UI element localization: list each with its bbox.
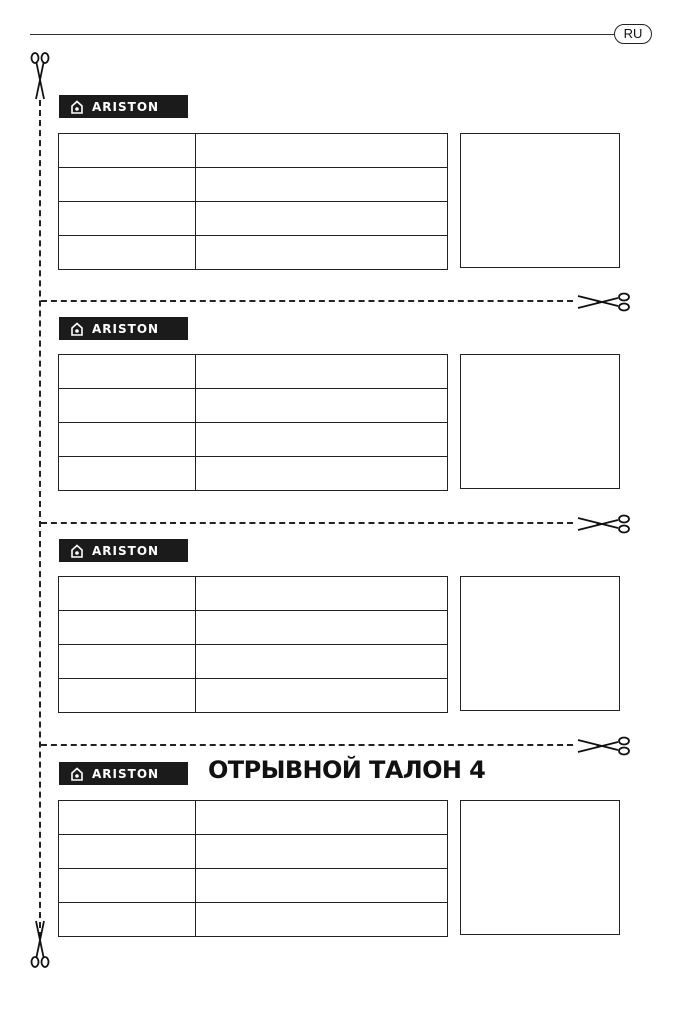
stamp-box[interactable]: [460, 133, 620, 268]
field-label-cell: [59, 577, 196, 611]
table-row: [59, 835, 448, 869]
house-icon: [70, 100, 84, 114]
field-label-cell: [59, 389, 196, 423]
house-icon: [70, 544, 84, 558]
stamp-box[interactable]: [460, 354, 620, 489]
house-icon: [70, 322, 84, 336]
field-label-cell: [59, 801, 196, 835]
field-label-cell: [59, 869, 196, 903]
field-value-cell[interactable]: [196, 801, 448, 835]
field-label-cell: [59, 679, 196, 713]
stamp-box[interactable]: [460, 800, 620, 935]
scissors-icon: [28, 52, 52, 102]
ariston-logo: [59, 762, 188, 785]
brand-name: ARISTON: [92, 99, 160, 114]
horizontal-cut-line: [41, 522, 573, 524]
vertical-cut-line: [39, 100, 41, 938]
table-row: [59, 355, 448, 389]
table-row: [59, 679, 448, 713]
table-row: [59, 423, 448, 457]
field-value-cell[interactable]: [196, 577, 448, 611]
field-value-cell[interactable]: [196, 869, 448, 903]
field-value-cell[interactable]: [196, 645, 448, 679]
field-value-cell[interactable]: [196, 168, 448, 202]
field-value-cell[interactable]: [196, 202, 448, 236]
field-value-cell[interactable]: [196, 389, 448, 423]
ariston-logo: [59, 317, 188, 340]
field-label-cell: [59, 168, 196, 202]
language-badge: RU: [614, 24, 652, 44]
coupon-title: ОТРЫВНОЙ ТАЛОН 4: [208, 756, 486, 784]
table-row: [59, 869, 448, 903]
house-icon: [70, 767, 84, 781]
stamp-box[interactable]: [460, 576, 620, 711]
field-label-cell: [59, 202, 196, 236]
scissors-icon: [576, 513, 632, 535]
coupon-form-table: [58, 354, 448, 491]
field-value-cell[interactable]: [196, 679, 448, 713]
brand-name: ARISTON: [92, 543, 160, 558]
scissors-icon: [576, 291, 632, 313]
table-row: [59, 903, 448, 937]
table-row: [59, 202, 448, 236]
table-row: [59, 134, 448, 168]
header-rule: [30, 34, 620, 35]
table-row: [59, 389, 448, 423]
table-row: [59, 577, 448, 611]
brand-name: ARISTON: [92, 766, 160, 781]
table-row: [59, 611, 448, 645]
field-value-cell[interactable]: [196, 134, 448, 168]
field-label-cell: [59, 645, 196, 679]
coupon-form-table: [58, 133, 448, 270]
table-row: [59, 236, 448, 270]
field-value-cell[interactable]: [196, 903, 448, 937]
ariston-logo: [59, 95, 188, 118]
scissors-icon: [28, 918, 52, 968]
ariston-logo: [59, 539, 188, 562]
field-label-cell: [59, 457, 196, 491]
field-value-cell[interactable]: [196, 611, 448, 645]
table-row: [59, 457, 448, 491]
horizontal-cut-line: [41, 744, 573, 746]
table-row: [59, 168, 448, 202]
field-value-cell[interactable]: [196, 423, 448, 457]
field-value-cell[interactable]: [196, 835, 448, 869]
field-label-cell: [59, 355, 196, 389]
field-label-cell: [59, 835, 196, 869]
coupon-form-table: [58, 800, 448, 937]
table-row: [59, 801, 448, 835]
field-label-cell: [59, 611, 196, 645]
coupon-form-table: [58, 576, 448, 713]
field-value-cell[interactable]: [196, 236, 448, 270]
table-row: [59, 645, 448, 679]
field-value-cell[interactable]: [196, 457, 448, 491]
field-label-cell: [59, 423, 196, 457]
field-label-cell: [59, 903, 196, 937]
field-value-cell[interactable]: [196, 355, 448, 389]
field-label-cell: [59, 134, 196, 168]
brand-name: ARISTON: [92, 321, 160, 336]
horizontal-cut-line: [41, 300, 573, 302]
field-label-cell: [59, 236, 196, 270]
scissors-icon: [576, 735, 632, 757]
